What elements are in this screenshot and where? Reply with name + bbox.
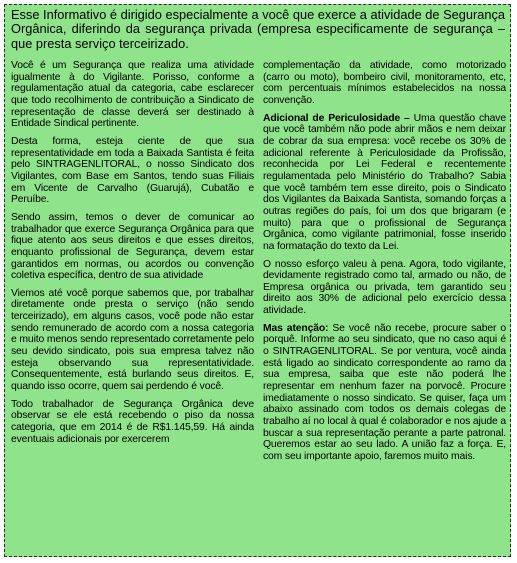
paragraph-representatividade: Desta forma, esteja ciente de que sua representatividade em toda a Baixada Santista é feita pelo SINTRAGENLITORAL, o nosso Sindicato dos Vigilantes, com Base em Santos, tendo suas Filiais em Vicente de Carvalho (Guarujá), Cubatão e Peruíbe. — [11, 135, 254, 206]
periculosidade-heading: Adicional de Periculosidade – — [263, 112, 410, 124]
paragraph-continuation: complementação da atividade, como motorizado (carro ou moto), bombeiro civil, monitoramento, etc, com percentuais mínimos estabelecidos na nossa convenção. — [263, 60, 506, 106]
intro-paragraph: Esse Informativo é dirigido especialmente a você que exerce a atividade de Segurança Orgânica, diferindo da segurança privada (empresa especificamente de segurança – que presta serviço terceirizado. — [11, 7, 505, 51]
paragraph-piso: Todo trabalhador de Segurança Orgânica deve observar se ele está recebendo o piso da nossa categoria, que em 2014 é de R$1.145,59. Há ainda eventuais adicionais por exercerem — [11, 398, 254, 445]
informativo-flyer — [4, 4, 511, 557]
periculosidade-text: Uma questão chave que você também não pode abrir mãos e nem deixar de cobrar da sua empresa: você recebe os 30% de adicional referente à Periculosidade da Profissão, reconhecida por Lei Federal e recentemente regulamentada pelo Ministério do Trabalho? Sabia que você também tem esse direito, pois o Sindicato dos Vigilantes da Baixada Santista, somando forças a outras regiões do país, foi um dos que brigaram (e muito) para que o profissional de Segurança Orgânica, como vigilante patrimonial, fosse inserido na formatação do texto da Lei. — [263, 112, 506, 252]
left-column — [11, 60, 254, 451]
paragraph-atencao — [263, 323, 506, 463]
atencao-text: Se você não recebe, procure saber o porquê. Informe ao seu sindicato, que no caso aqui é o SINTRAGENLITORAL. Se por ventura, você ainda está ligado ao sindicato correspondente ao ramo da sua empresa, saiba que este não poderá lhe representar em nenhum fazer na porvocê. Procure imediatamente o nosso sindicato. Se quiser, faça um abaixo assinado com todos os demais colegas de trabalho aí no local à qual é colaborador e nos ajude a buscar a sua representação perante a parte patronal. Queremos estar ao seu lado. A união faz a força. E, com seu importante apoio, faremos muito mais. — [263, 322, 506, 462]
paragraph-remuneracao: Viemos até você porque sabemos que, por trabalhar diretamente onde presta o serviço (não sendo terceirizado), em alguns casos, você pode não estar sendo remunerado de acordo com a nossa categoria e muito menos sendo representado corretamente pelo seu devido sindicato, pois sua empresa talvez não esteja observando sua representatividade. Consequentemente, está burlando seus direitos. E, quando isso ocorre, quem sai perdendo é você. — [11, 287, 254, 393]
paragraph-periculosidade — [263, 113, 506, 253]
paragraph-seguranca: Você é um Segurança que realiza uma atividade igualmente à do Vigilante. Porisso, conforme a regulamentação atual da categoria, cabe esclarecer que todo recolhimento de contribuição a Sindicato de representação de classe deverá ser destinado à Entidade Sindical pertinente. — [11, 60, 254, 130]
paragraph-esforco: O nosso esforço valeu à pena. Agora, todo vigilante, devidamente registrado como tal, armado ou não, de Empresa orgânica ou privada, tem garantido seu direito aos 30% de adicional pelo exercício dessa atividade. — [263, 258, 506, 317]
paragraph-dever: Sendo assim, temos o dever de comunicar ao trabalhador que exerce Segurança Orgânica para que fique atento aos seus direitos e que esses direitos, enquanto profissional de Segurança, devem estar garantidos em normas, ou acordos ou convenção coletiva específica, dentro de sua atividade — [11, 211, 254, 282]
atencao-heading: Mas atenção: — [263, 322, 329, 334]
right-column — [263, 60, 506, 469]
